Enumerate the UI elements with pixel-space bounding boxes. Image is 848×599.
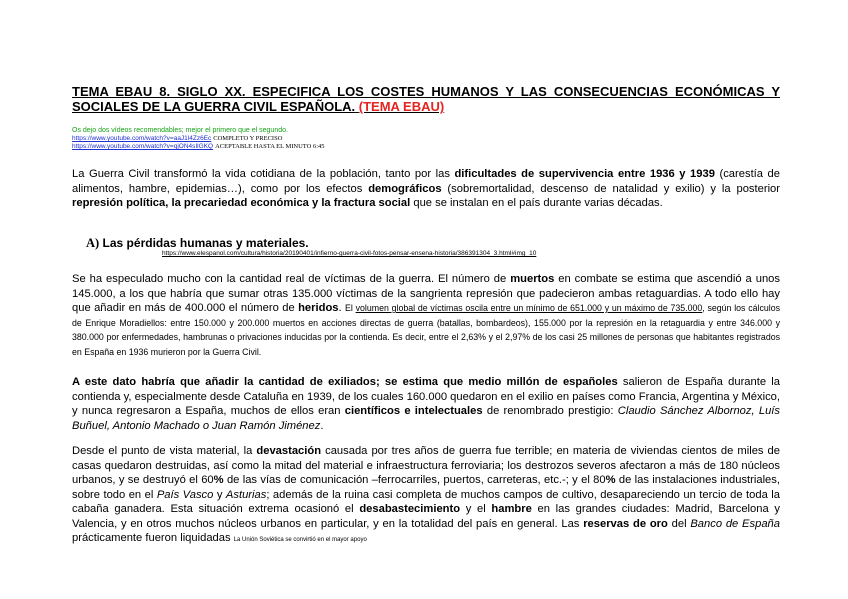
text-italic: País Vasco: [156, 488, 214, 501]
text-italic: Banco de España: [690, 517, 781, 530]
text-bold: muertos: [510, 273, 555, 285]
text-bold: %: [213, 474, 224, 486]
text: Desde el punto de vista material, la: [72, 445, 257, 457]
page-title: [72, 84, 780, 114]
text: prácticamente fueron liquidadas: [72, 532, 234, 544]
text-bold: dificultades de supervivencia entre 1936 y 1939: [454, 168, 715, 180]
video-link-2[interactable]: https://www.youtube.com/watch?v=qjON4sIlGKQ: [72, 143, 214, 150]
text-bold: desabastecimiento: [359, 503, 461, 515]
text-bold: científicos e intelectuales: [344, 405, 483, 417]
text: del: [667, 517, 691, 530]
text: La Guerra Civil transformó la vida cotidiana de la población, tanto por las: [72, 168, 455, 180]
text: de las vías de comunicación –ferrocarriles, puertos, carreteras, etc.-; y el 80: [223, 474, 606, 486]
paragraph-victims: [72, 272, 780, 359]
text-small: , según los cálculos de Enrique Moradiellos: entre 150.000 y 200.000 muertos en acciones directas de guerra (batallas, bombardeos), 155.000 por la represión en la retaguardia y entre 346.000 y 380.000 por enfermedades, hambrunas o privaciones inducidas por la contienda. Es decir, entre el 2,63% y el 2,97% de los casi 25 millones de personas que habitantes registrados en España en 1936 murieron por la Guerra Civil.: [72, 303, 780, 357]
text: .: [320, 419, 324, 432]
video-links: [72, 135, 325, 151]
text-small-underlined: volumen global de víctimas oscila entre un mínimo de 651.000 y un máximo de 735.000: [355, 303, 703, 313]
text: y: [213, 488, 226, 501]
section-title: Las pérdidas humanas y materiales.: [102, 236, 309, 250]
text: y el: [460, 503, 492, 515]
text-bold: represión política, la precariedad económica y la fractura social: [72, 197, 411, 209]
text-bold: A este dato habría que añadir la cantidad de exiliados; se estima que medio millón de españoles: [72, 376, 618, 388]
text: causada por tres años de guerra fue terrible; en materia de viviendas cientos de miles de casas quedaron destruidas, así como la mitad del material e infraestructura ferroviaria; los destrozos severos afectaron a más de 180 núcleos urbanos, y se destruyó el 60: [72, 445, 780, 486]
text-bold: demográficos: [368, 182, 442, 195]
paragraph-intro: [72, 167, 780, 211]
video-intro-note: Os dejo dos vídeos recomendables; mejor el primero que el segundo.: [72, 127, 288, 134]
video-link-1-note: COMPLETO Y PRECISO: [213, 135, 283, 142]
paragraph-exile: [72, 375, 780, 433]
text: ; además de la ruina casi completa de muchos campos de cultivo, desapareciendo un tercio de toda la cabaña ganadera. Esta situación extrema ocasionó el: [72, 488, 781, 515]
text: en las grandes ciudades: Madrid, Barcelona y Valencia, y en otros muchos núcleos urbanos en particular, y en la totalidad del país en general. Las: [72, 503, 780, 530]
text: en combate se estima que ascendió a unos 145.000, a los que habría que sumar otras 135.000 víctimas de la sangrienta represión que padecieron ambas retaguardias. A todo ello hay que añadir en más de 400.000 el número de: [72, 273, 780, 314]
section-a-source-link[interactable]: https://www.elespanol.com/cultura/historia/20190401/infierno-guerra-civil-fotos-pensar-ensena-historia/386391304_3.html#img_10: [162, 250, 537, 257]
text: Se ha especulado mucho con la cantidad real de víctimas de la guerra. El número de: [72, 273, 511, 285]
title-main: TEMA EBAU 8. SIGLO XX. ESPECIFICA LOS COSTES HUMANOS Y LAS CONSECUENCIAS ECONÓMICAS Y SOCIALES DE LA GUERRA CIVIL ESPAÑOLA.: [72, 84, 780, 114]
text-italic: Claudio Sánchez Albornoz, Luís Buñuel, Antonio Machado o Juan Ramón Jiménez: [72, 405, 780, 432]
section-a-heading: [86, 236, 309, 251]
video-link-1[interactable]: https://www.youtube.com/watch?v=aaJ1l4Zz6Ec: [72, 135, 212, 142]
text-bold: devastación: [256, 445, 322, 457]
text-bold: heridos: [298, 302, 339, 314]
text-italic: Asturias: [225, 488, 267, 501]
title-tag: (TEMA EBAU): [358, 99, 445, 114]
text: salieron de España durante la contienda y, especialmente desde Cataluña en 1939, de los cuales 160.000 quedaron en el exilio en países como Francia, Argentina y México, y nunca regresaron a España, muchos de ellos eran: [72, 376, 780, 417]
text-tiny: La Unión Soviética se convirtió en el mayor apoyo: [233, 537, 367, 543]
text-small: El: [345, 303, 356, 313]
text-bold: %: [605, 474, 616, 486]
text: (carestía de alimentos, hambre, epidemias…), como por los efectos: [72, 168, 780, 195]
video-link-2-note: ACEPTABLE HASTA EL MINUTO 6:45: [215, 143, 325, 150]
paragraph-devastation: [72, 444, 780, 548]
text-bold: reservas de oro: [583, 517, 668, 530]
text: (sobremortalidad, descenso de natalidad y exilio) y la posterior: [441, 182, 781, 195]
video-link-row: [72, 135, 325, 143]
video-link-row: [72, 143, 325, 151]
text: .: [338, 302, 346, 314]
text: que se instalan en el país durante varias décadas.: [410, 197, 663, 209]
text: de las instalaciones industriales, sobre todo en el: [72, 474, 780, 501]
text-bold: hambre: [491, 503, 532, 515]
text: de renombrado prestigio:: [482, 405, 618, 417]
section-letter: A): [86, 236, 100, 250]
